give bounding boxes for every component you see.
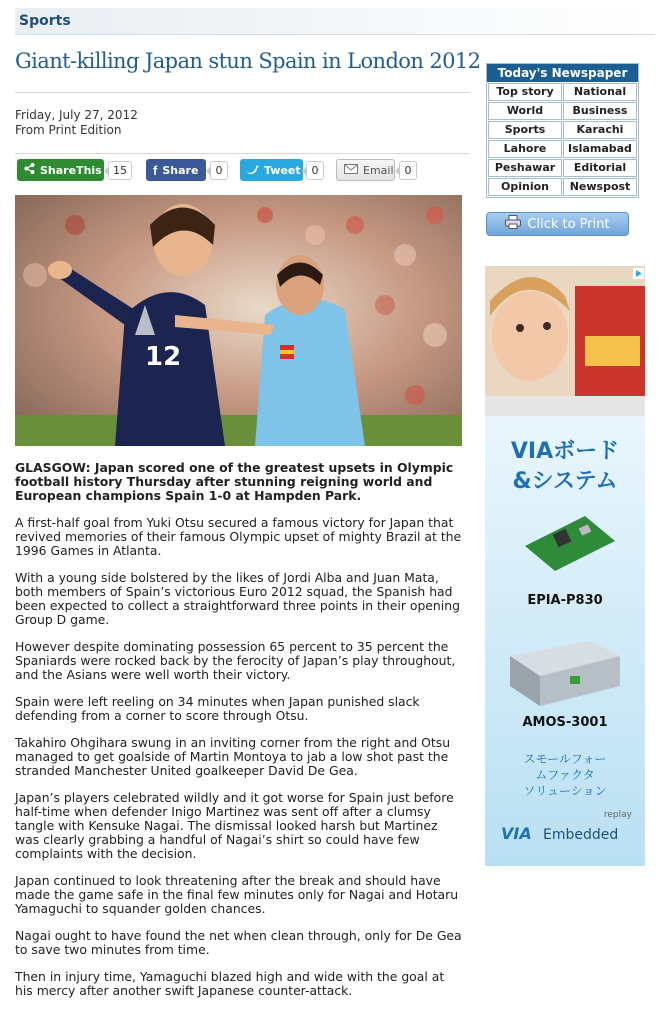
sharethis-button[interactable] xyxy=(17,159,104,181)
divider xyxy=(15,92,470,93)
newspaper-link-lahore[interactable]: Lahore xyxy=(488,140,562,158)
article-date: Friday, July 27, 2012 xyxy=(15,108,138,122)
ad-tagline-1: スモールフォー xyxy=(523,752,607,766)
article-headline: Giant-killing Japan stun Spain in London 2012 xyxy=(15,49,481,73)
tweet-label: Tweet xyxy=(264,163,301,177)
newspaper-link-world[interactable]: World xyxy=(488,102,562,120)
newspaper-link-newspost[interactable]: Newspost xyxy=(563,178,637,196)
newspaper-link-opinion[interactable]: Opinion xyxy=(488,178,562,196)
share-icon xyxy=(24,163,35,177)
tweet-button[interactable] xyxy=(240,159,303,181)
ad-tagline-2: ムファクタ xyxy=(535,768,595,782)
todays-newspaper-box xyxy=(486,63,639,198)
ad-brand-suffix: Embedded xyxy=(543,827,619,843)
newspaper-link-business[interactable]: Business xyxy=(563,102,637,120)
ad-product-2: AMOS-3001 xyxy=(522,715,608,730)
facebook-icon: f xyxy=(153,162,158,178)
article-edition: From Print Edition xyxy=(15,123,122,137)
article-body xyxy=(15,461,465,1011)
article-paragraph: Then in injury time, Yamaguchi blazed high and wide with the goal at his mercy after another swift Japanese counter-attack. xyxy=(15,969,445,998)
click-to-print-button[interactable] xyxy=(486,212,629,236)
newspaper-link-islamabad[interactable]: Islamabad xyxy=(563,140,637,158)
svg-text:12: 12 xyxy=(145,342,182,372)
article-paragraph: Japan continued to look threatening after the break and should have made the game safe in the final few minutes only for Nagai and Hotaru Yamaguchi to squander golden chances. xyxy=(15,873,459,916)
twitter-bird-icon xyxy=(247,164,259,177)
ad-brand-logo: VIA xyxy=(501,824,532,843)
facebook-count: 0 xyxy=(210,161,228,180)
ad-headline-2: &システム xyxy=(512,469,618,494)
article-paragraph: With a young side bolstered by the likes of Jordi Alba and Juan Mata, both members of Spain’s victorious Euro 2012 squad, the Spanish had been expected to collect a straightforward three points in their opening Group D game. xyxy=(15,570,460,627)
print-label: Click to Print xyxy=(527,216,610,232)
printer-icon xyxy=(505,215,521,233)
newspaper-link-top-story[interactable]: Top story xyxy=(488,83,562,101)
article-paragraph: Japan’s players celebrated wildly and it got worse for Spain just before half-time when defender Inigo Martinez was sent off after a clumsy tangle with Kensuke Nagai. The dismissal looked harsh but Martinez was clearly grabbing a handful of Nagai’s shirt so could have few complaints with the decision. xyxy=(15,790,454,861)
ad-tagline-3: ソリューション xyxy=(523,784,607,798)
sharethis-label: ShareThis xyxy=(40,163,102,177)
facebook-share-button[interactable] xyxy=(146,159,206,181)
article-paragraph: Spain were left reeling on 34 minutes when Japan punished slack defending from a corner to score through Otsu. xyxy=(15,694,420,723)
newspaper-link-karachi[interactable]: Karachi xyxy=(563,121,637,139)
todays-newspaper-title: Today's Newspaper xyxy=(487,64,638,82)
article-photo xyxy=(15,195,462,446)
section-label[interactable]: Sports xyxy=(19,13,71,29)
article-paragraph: Nagai ought to have found the net when clean through, only for De Gea to save two minutes from time. xyxy=(15,928,462,957)
todays-newspaper-links xyxy=(487,82,638,197)
dateline xyxy=(15,108,138,138)
section-header xyxy=(15,8,655,35)
email-label: Email xyxy=(363,163,394,177)
newspaper-link-sports[interactable]: Sports xyxy=(488,121,562,139)
facebook-label: Share xyxy=(162,163,199,177)
divider xyxy=(15,153,470,154)
email-button[interactable] xyxy=(336,159,395,181)
ad-replay-link[interactable]: replay xyxy=(603,810,632,820)
newspaper-link-peshawar[interactable]: Peshawar xyxy=(488,159,562,177)
article-paragraph: Takahiro Ohgihara swung in an inviting corner from the right and Otsu managed to get goalside of Martin Montoya to jab a low shot past the stranded Manchester United goalkeeper David De Gea. xyxy=(15,735,451,778)
newspaper-link-national[interactable]: National xyxy=(563,83,637,101)
adchoices-icon[interactable] xyxy=(633,268,644,279)
tweet-count: 0 xyxy=(306,161,324,180)
article-paragraph: A first-half goal from Yuki Otsu secured a famous victory for Japan that revived memories of their famous Olympic upset of mighty Brazil at the 1996 Games in Atlanta. xyxy=(15,515,462,558)
article-paragraph: However despite dominating possession 65 percent to 35 percent the Spaniards were rocked back by the ferocity of Japan’s play throughout, and the Asians were well worth their victory. xyxy=(15,639,456,682)
advertisement-banner[interactable] xyxy=(485,266,645,866)
share-bar xyxy=(17,159,437,183)
ad-headline-1: VIAボード xyxy=(510,439,620,464)
ad-product-1: EPIA-P830 xyxy=(527,593,603,608)
article-lead: GLASGOW: Japan scored one of the greatest upsets in Olympic football history Thursday after stunning reigning world and European champions Spain 1-0 at Hampden Park. xyxy=(15,460,454,503)
envelope-icon xyxy=(344,164,358,177)
sharethis-count: 15 xyxy=(108,161,132,180)
newspaper-link-editorial[interactable]: Editorial xyxy=(563,159,637,177)
email-count: 0 xyxy=(399,161,417,180)
